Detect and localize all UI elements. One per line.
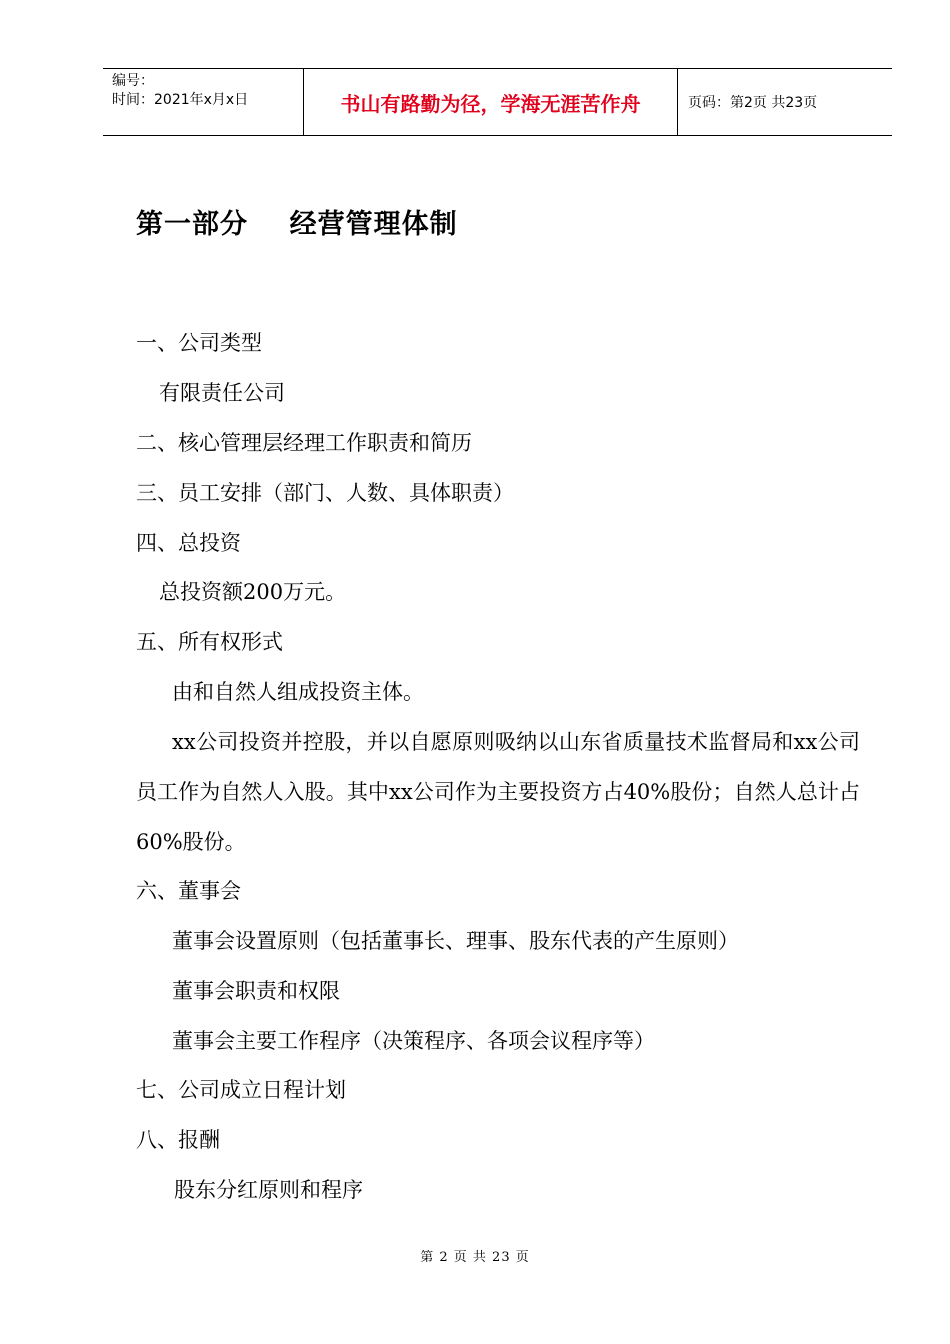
compensation-item-1: 股东分红原则和程序 (174, 1178, 363, 1202)
header-motto: 书山有路勤为径，学海无涯苦作舟 (304, 69, 678, 135)
header-page-code: 页码：第2页 共23页 (688, 95, 818, 111)
heading-company-type: 一、公司类型 (136, 331, 262, 355)
heading-ownership: 五、所有权形式 (136, 630, 283, 654)
heading-staff: 三、员工安排（部门、人数、具体职责） (136, 481, 514, 505)
section-title: 第一部分 经营管理体制 (136, 209, 458, 240)
text-ownership-2: xx公司投资并控股，并以自愿原则吸纳以山东省质量技术监督局和xx公司员工作为自然人入股。其中xx公司作为主要投资方占40%股份；自然人总计占60%股份。 (136, 730, 860, 854)
board-item-1: 董事会设置原则（包括董事长、理事、股东代表的产生原则） (172, 929, 739, 953)
heading-investment: 四、总投资 (136, 531, 241, 555)
time-label: 时间：2021年x月x日 (112, 92, 249, 108)
page-header (103, 68, 892, 136)
text-investment: 总投资额200万元。 (159, 580, 347, 604)
heading-compensation: 八、报酬 (136, 1128, 220, 1152)
board-item-2: 董事会职责和权限 (172, 979, 340, 1003)
heading-board: 六、董事会 (136, 879, 241, 903)
text-ownership-1: 由和自然人组成投资主体。 (172, 680, 424, 704)
text-company-type: 有限责任公司 (159, 381, 285, 405)
heading-management: 二、核心管理层经理工作职责和简历 (136, 431, 472, 455)
header-meta (103, 69, 304, 135)
serial-label: 编号： (112, 73, 154, 89)
page-footer: 第 2 页 共 23 页 (420, 1250, 530, 1265)
board-item-3: 董事会主要工作程序（决策程序、各项会议程序等） (172, 1029, 655, 1053)
heading-schedule: 七、公司成立日程计划 (136, 1078, 346, 1102)
